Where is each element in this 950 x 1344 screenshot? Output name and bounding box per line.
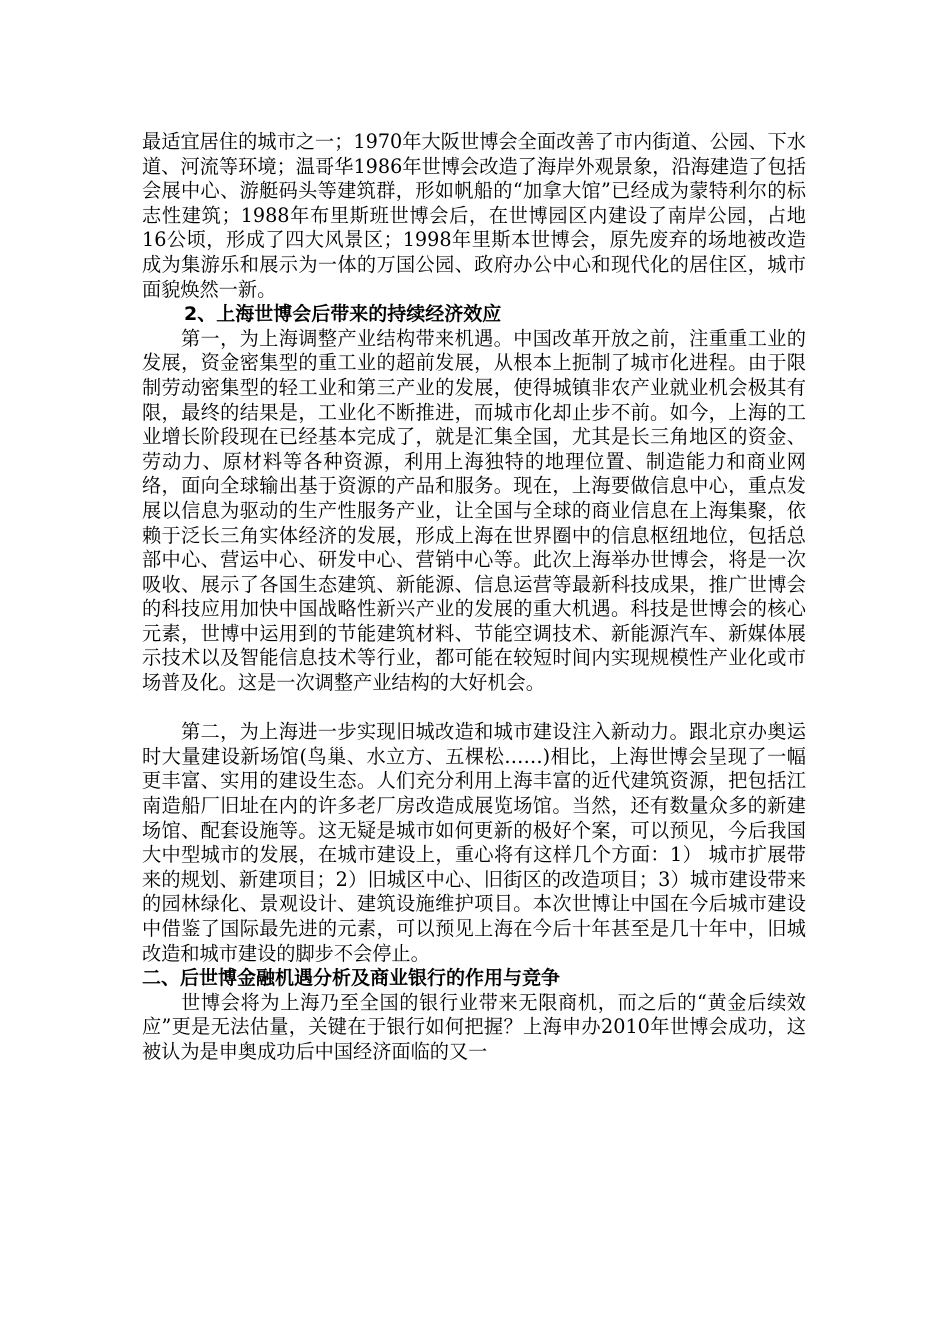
subsection-heading-2: 2、上海世博会后带来的持续经济效应 [184,303,502,326]
blank-line [142,696,806,721]
section-heading-two: 二、后世博金融机遇分析及商业银行的作用与竞争 [142,967,561,990]
paragraph-bank: 世博会将为上海乃至全国的银行业带来无限商机，而之后的“黄金后续效应”更是无法估量，关键在于银行如何把握？上海申办2010年世博会成功，这被认为是申奥成功后中国经济面临的又一 [142,990,806,1063]
paragraph-second: 第二，为上海进一步实现旧城改造和城市建设注入新动力。跟北京办奥运时大量建设新场馆(鸟巢、水立方、五棵松……)相比，上海世博会呈现了一幅更丰富、实用的建设生态。人们充分利用上海丰富的近代建筑资源，把包括江南造船厂旧址在内的许多老厂房改造成展览场馆。当然，还有数量众多的新建场馆、配套设施等。这无疑是城市如何更新的极好个案，可以预见，今后我国大中型城市的发展，在城市建设上，重心将有这样几个方面：1） 城市扩展带来的规划、新建项目；2）旧城区中心、旧街区的改造项目；3）城市建设带来的园林绿化、景观设计、建筑设施维护项目。本次世博让中国在今后城市建设中借鉴了国际最先进的元素，可以预见上海在今后十年甚至是几十年中，旧城改造和城市建设的脚步不会停止。 [142,720,806,965]
paragraph-first: 第一，为上海调整产业结构带来机遇。中国改革开放之前，注重重工业的发展，资金密集型的重工业的超前发展，从根本上扼制了城市化进程。由于限制劳动密集型的轻工业和第三产业的发展，使得城镇非农产业就业机会极其有限，最终的结果是，工业化不断推进，而城市化却止步不前。如今，上海的工业增长阶段现在已经基本完成了，就是汇集全国，尤其是长三角地区的资金、劳动力、原材料等各种资源，利用上海独特的地理位置、制造能力和商业网络，面向全球输出基于资源的产品和服务。现在，上海要做信息中心，重点发展以信息为驱动的生产性服务产业，让全国与全球的商业信息在上海集聚，依赖于泛长三角实体经济的发展，形成上海在世界圈中的信息枢纽地位，包括总部中心、营运中心、研发中心、营销中心等。此次上海举办世博会，将是一次吸收、展示了各国生态建筑、新能源、信息运营等最新科技成果，推广世博会的科技应用加快中国战略性新兴产业的发展的重大机遇。科技是世博会的核心元素，世博中运用到的节能建筑材料、节能空调技术、新能源汽车、新媒体展示技术以及智能信息技术等行业，都可能在较短时间内实现规模性产业化或市场普及化。这是一次调整产业结构的大好机会。 [142,326,806,695]
document-body [142,130,806,1065]
intro-paragraph: 最适宜居住的城市之一；1970年大阪世博会全面改善了市内街道、公园、下水道、河流等环境；温哥华1986年世博会改造了海岸外观景象，沿海建造了包括会展中心、游艇码头等建筑群，形如帆船的“加拿大馆”已经成为蒙特利尔的标志性建筑；1988年布里斯班世博会后，在世博园区内建设了南岸公园，占地16公顷，形成了四大风景区；1998年里斯本世博会，原先废弃的场地被改造成为集游乐和展示为一体的万国公园、政府办公中心和现代化的居住区，城市面貌焕然一新。 [142,130,806,301]
